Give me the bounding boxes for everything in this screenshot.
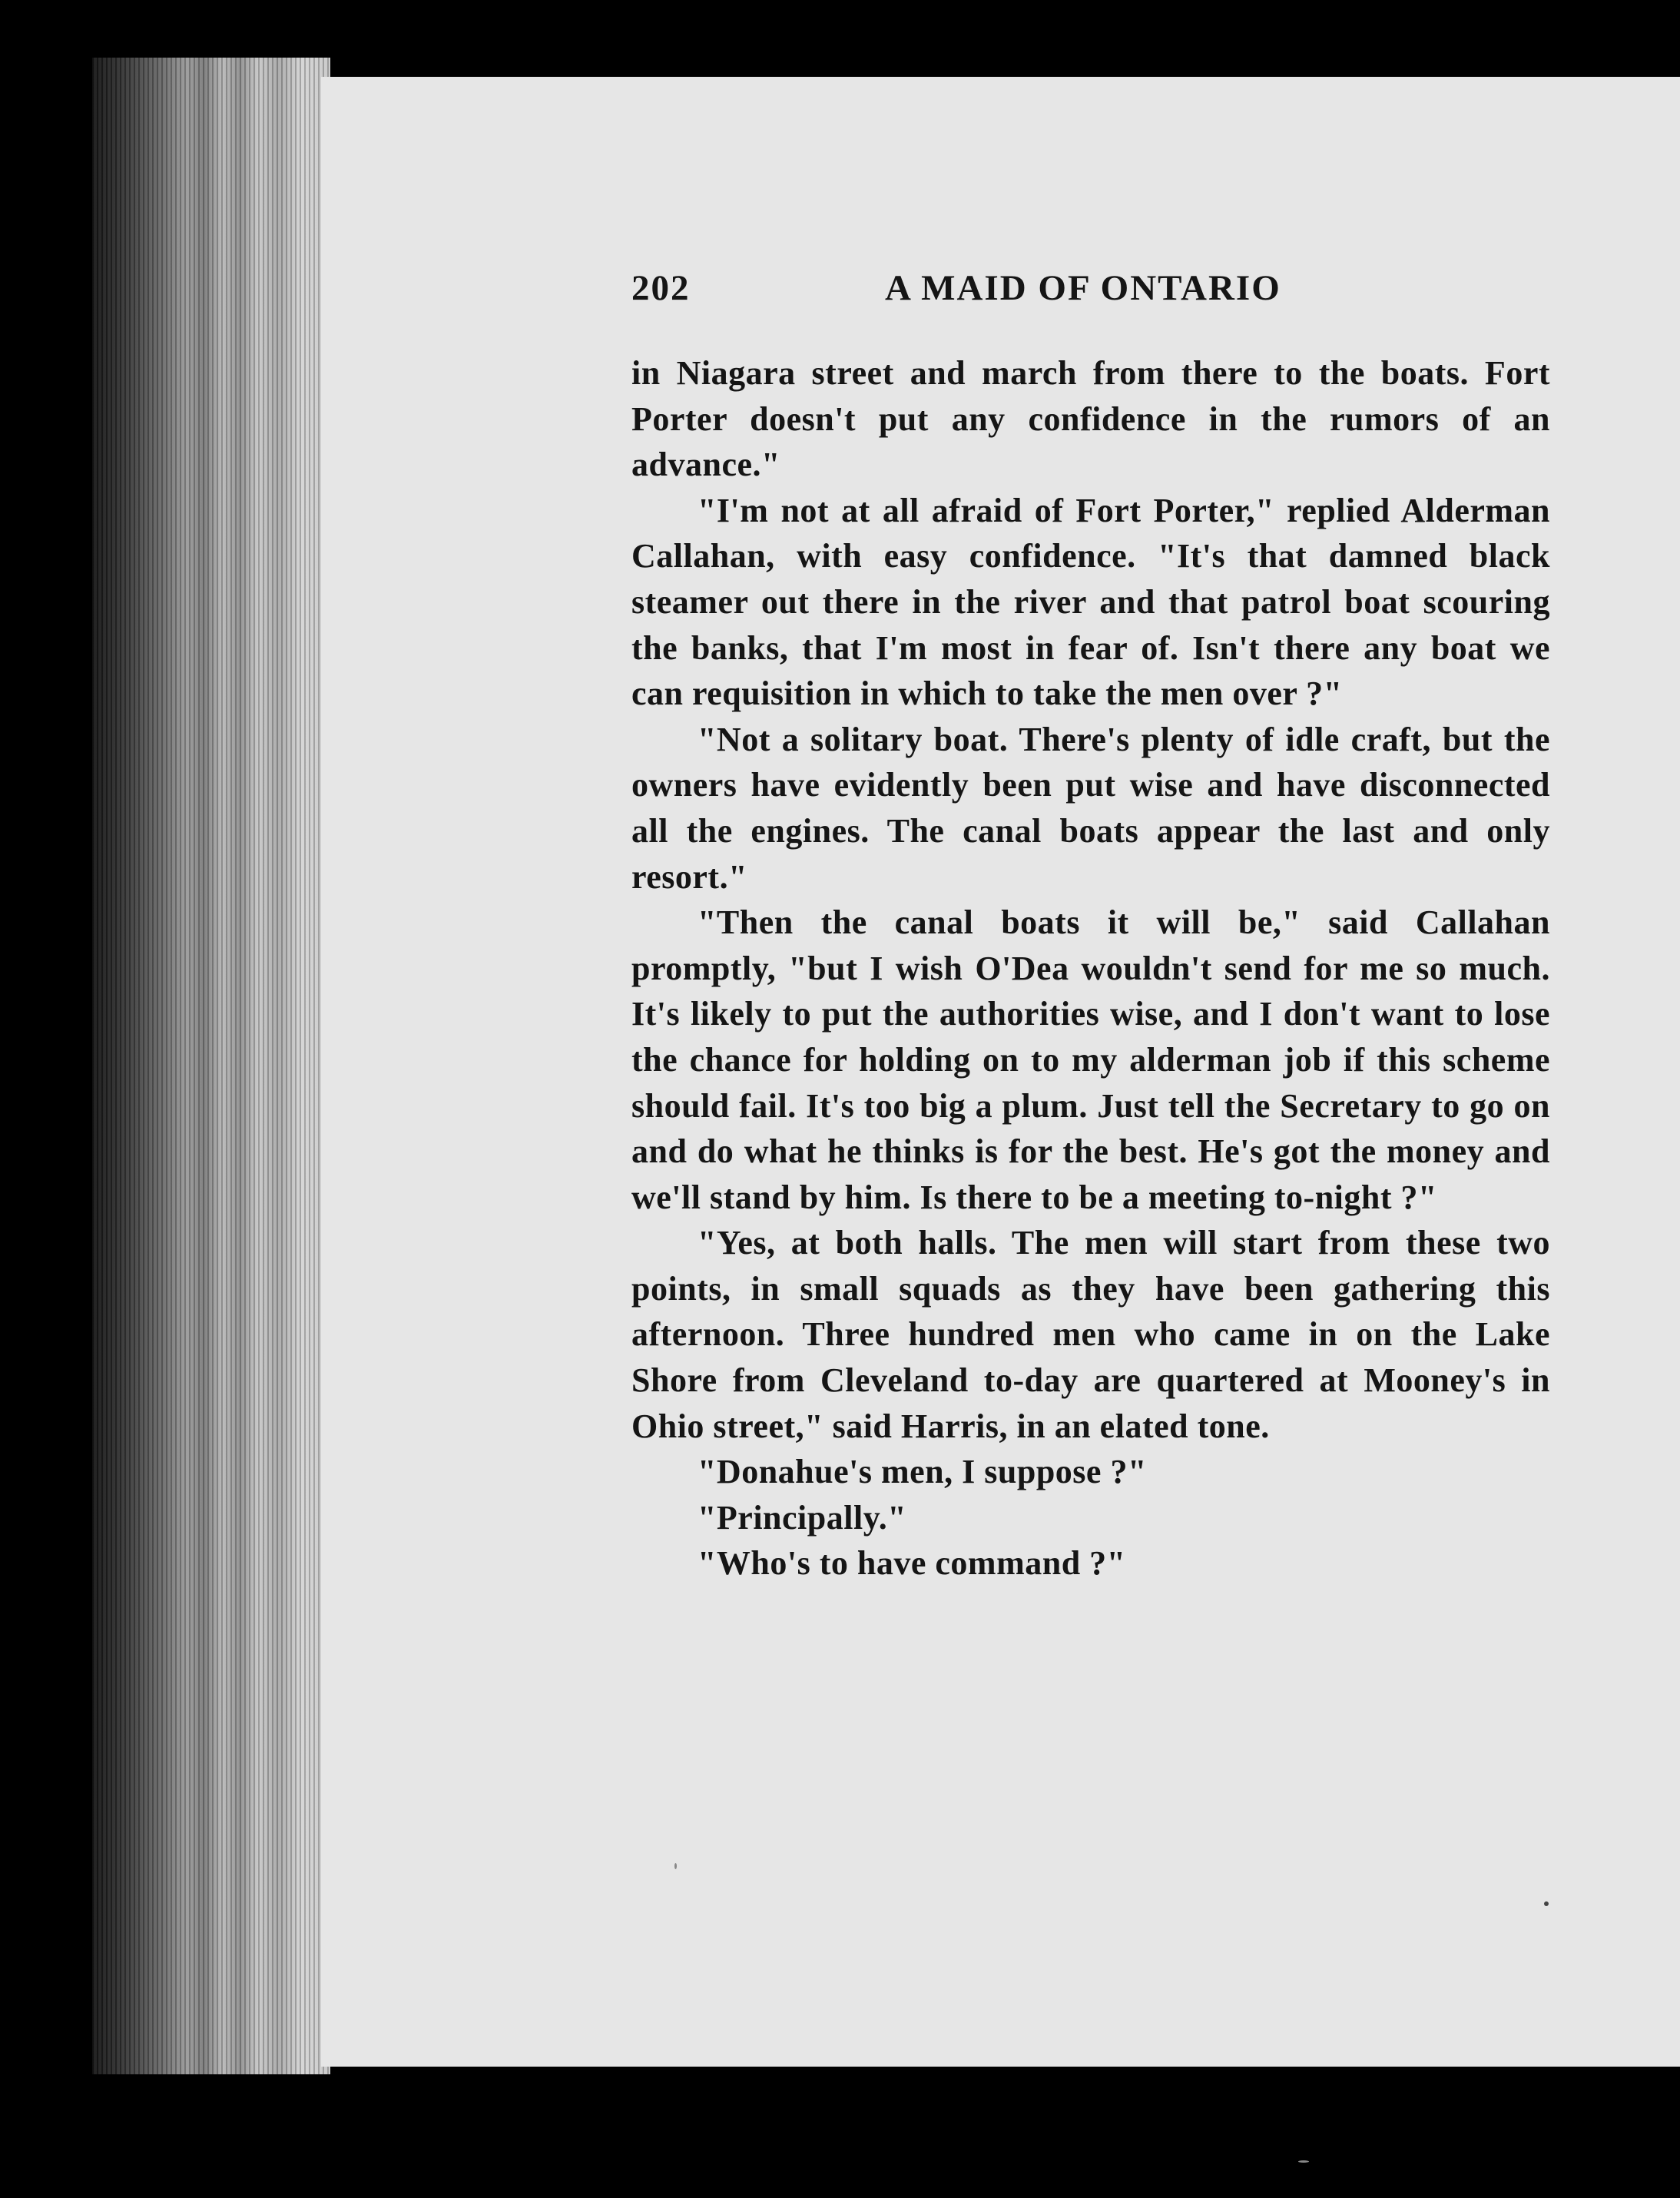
page-number: 202 <box>631 268 691 308</box>
paragraph-3: "Not a solitary boat. There's plenty of idle craft, but the owners have evidently been put wise and have disconnected all the engines. The canal boats appear the last and only resort." <box>631 720 1550 896</box>
paragraph-1: in Niagara street and march from there to the boats. Fort Porter doesn't put any confidence in the rumors of an advance." <box>631 354 1550 484</box>
scan-speck <box>1544 1901 1549 1906</box>
paragraph-6: "Donahue's men, I suppose ?" <box>698 1453 1147 1491</box>
paragraph-2: "I'm not at all afraid of Fort Porter," replied Alderman Callahan, with easy confidence. "It's that damned black steamer out there in the river and that patrol boat scouring the banks, that I'm most in fear of. Isn't there any boat we can requisition in which to take the men over ?" <box>631 491 1550 713</box>
paragraph-5: "Yes, at both halls. The men will start from these two points, in small squads as they have been gathering this afternoon. Three hundred men who came in on the Lake Shore from Cleveland to-day are quartered at Mooney's in Ohio street," said Harris, in an elated tone. <box>631 1224 1550 1445</box>
body-text <box>631 350 1550 1586</box>
running-title: A MAID OF ONTARIO <box>885 268 1281 308</box>
page-header <box>631 267 1553 313</box>
paragraph-7: "Principally." <box>698 1498 907 1537</box>
scan-speck <box>674 1863 677 1869</box>
paragraph-8: "Who's to have command ?" <box>698 1544 1126 1583</box>
paragraph-4: "Then the canal boats it will be," said Callahan promptly, "but I wish O'Dea wouldn't send for me so much. It's likely to put the authorities wise, and I don't want to lose the chance for holding on to my alderman job if this scheme should fail. It's too big a plum. Just tell the Secretary to go on and do what he thinks is for the best. He's got the money and we'll stand by him. Is there to be a meeting to-night ?" <box>631 903 1550 1216</box>
scan-speck <box>1298 2160 1309 2163</box>
book-page-edges <box>92 58 330 2074</box>
